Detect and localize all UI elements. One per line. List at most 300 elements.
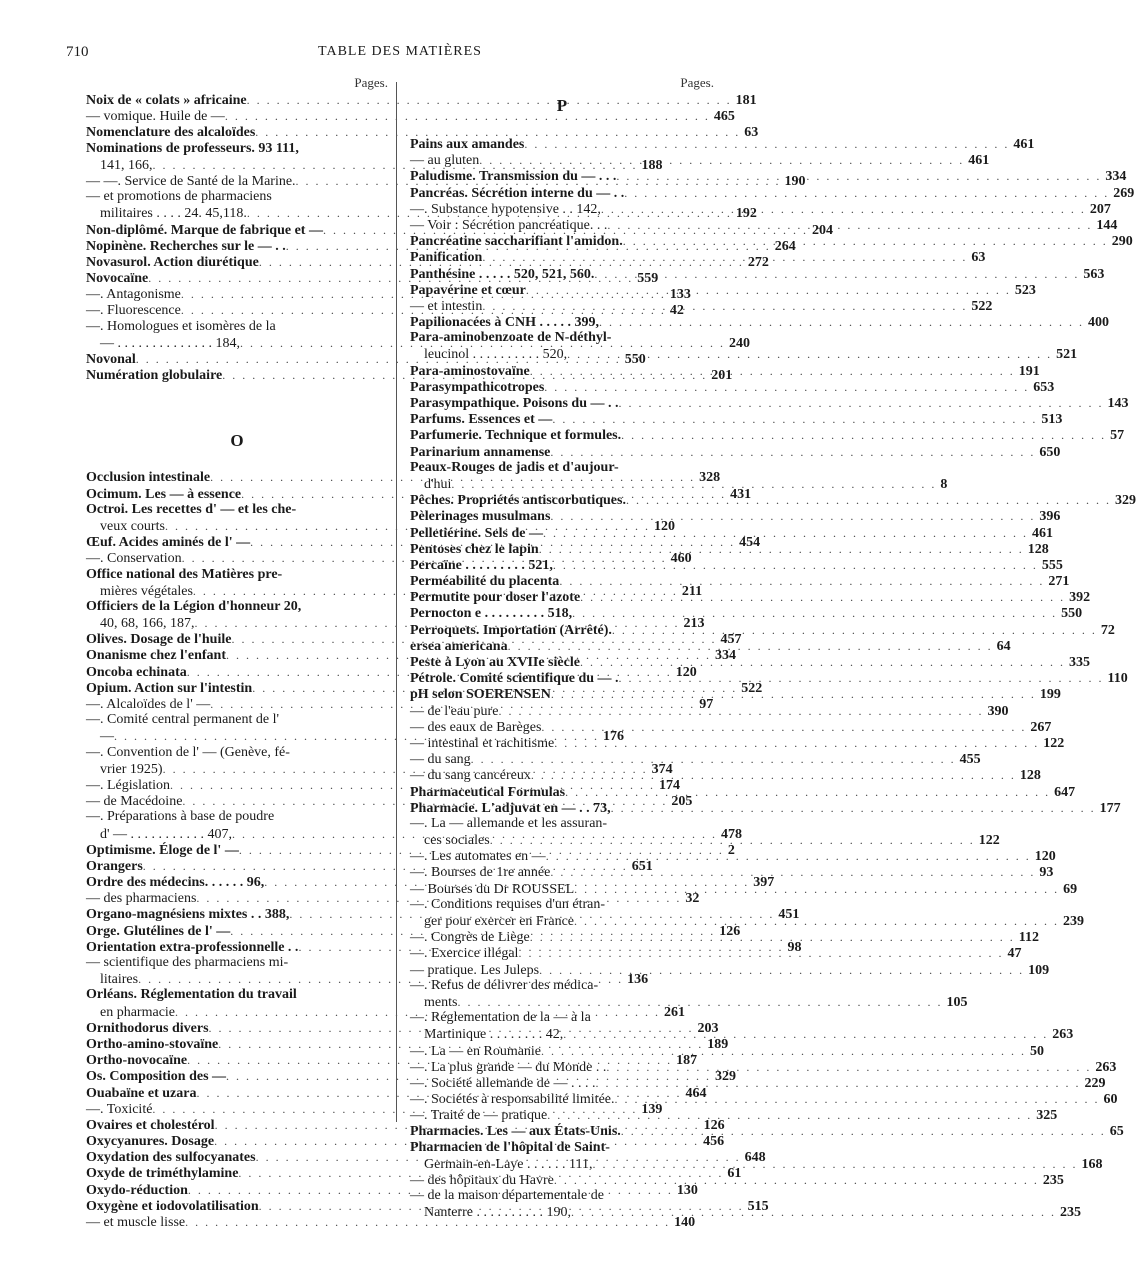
entry-page: 105	[946, 994, 968, 1010]
entry-page: 390	[987, 703, 1009, 719]
entry-page: 2	[727, 842, 735, 858]
entry-term: — . . . . . . . . . . . . . . 184,	[100, 335, 240, 351]
entry-term: Ovaires et cholestérol	[86, 1117, 215, 1133]
index-entry	[410, 330, 714, 346]
leader-dots	[594, 266, 1079, 282]
entry-term: Pèlerinages musulmans	[410, 509, 551, 525]
index-entry	[410, 298, 993, 314]
entry-page: 174	[659, 777, 680, 793]
index-entry	[410, 1107, 1058, 1124]
entry-term: Onanisme chez l'enfant	[86, 648, 226, 664]
leader-dots	[531, 767, 1016, 783]
leader-dots	[621, 427, 1106, 443]
entry-term: Pharmacie. L'adjuvat en — . . 73,	[410, 800, 611, 816]
entry-page: 110	[1107, 671, 1128, 687]
leader-dots	[571, 1204, 1056, 1220]
entry-page: 431	[730, 486, 752, 502]
entry-term: — du sang cancéreux	[410, 768, 531, 784]
entry-term: Pancréatine saccharifiant l'amidon.	[410, 234, 623, 250]
entry-term: Orge. Glutélines de l' —	[86, 923, 231, 939]
index-entry	[410, 816, 714, 832]
index-entry	[410, 605, 1083, 622]
leader-dots	[624, 185, 1109, 201]
pages-column-heading: Pages.	[680, 75, 714, 90]
entry-page: 64	[996, 638, 1011, 654]
entry-term: — et muscle lisse	[86, 1215, 186, 1230]
entry-term: Officiers de la Légion d'honneur 20,	[86, 598, 302, 614]
entry-page: 177	[1099, 800, 1121, 816]
entry-page: 126	[703, 1117, 725, 1133]
index-entry	[410, 314, 1109, 331]
leader-dots	[565, 784, 1050, 800]
entry-term: Oxydo-réduction	[86, 1182, 188, 1198]
index-entry	[410, 282, 1036, 298]
leader-dots	[530, 929, 1015, 945]
entry-term: ces sociales	[424, 833, 490, 849]
entry-page: 290	[1111, 234, 1133, 250]
entry-page: 204	[811, 222, 833, 238]
index-entry	[410, 1010, 714, 1026]
entry-term: Perroquets. Importation (Arrêté).	[410, 622, 612, 638]
entry-term: — Bourses du Dr ROUSSEL	[410, 881, 575, 897]
entry-term: Permutite pour doser l'azote	[410, 590, 581, 606]
index-entry	[410, 767, 1041, 784]
entry-page: 181	[735, 93, 757, 108]
entry-term: Parasympathique. Poisons du — . .	[410, 396, 619, 411]
leader-dots	[482, 249, 967, 265]
entry-page: 263	[1095, 1059, 1117, 1075]
entry-page: 136	[627, 972, 649, 988]
entry-page: 456	[703, 1134, 725, 1150]
index-entry	[410, 622, 1115, 638]
index-entry	[86, 712, 388, 728]
index-entry	[86, 92, 757, 108]
entry-term: Ornithodorus divers	[86, 1020, 209, 1036]
entry-page: 647	[1054, 784, 1076, 800]
entry-term: Pharmacien de l'hôpital de Saint-	[410, 1139, 610, 1155]
entry-term: —. Convention de l' — (Genève, fé-	[86, 744, 290, 760]
leader-dots	[479, 152, 964, 168]
entry-term: Paludisme. Transmission du — . . .	[410, 169, 617, 185]
leader-dots	[550, 508, 1035, 524]
leader-dots	[611, 800, 1096, 816]
entry-term: — scientifique des pharmaciens mi-	[86, 955, 289, 970]
leader-dots	[616, 168, 1101, 184]
leader-dots	[618, 395, 1103, 411]
index-entry	[410, 735, 1065, 751]
index-entry	[410, 848, 1056, 865]
entry-page: 168	[1081, 1156, 1103, 1172]
leader-dots	[498, 703, 983, 719]
entry-page: 325	[1036, 1108, 1058, 1124]
index-entry	[86, 1214, 696, 1230]
entry-page: 60	[1103, 1092, 1118, 1108]
entry-term: Pelletiérine. Sels de —	[410, 525, 543, 541]
entry-page: 650	[1039, 444, 1061, 460]
entry-page: 139	[641, 1101, 663, 1117]
entry-term: —. La — allemande et les assuran-	[410, 815, 608, 831]
entry-term: 40, 68, 166, 187,	[100, 616, 195, 632]
entry-term: Oxyde de triméthylamine	[86, 1166, 239, 1182]
entry-term: leucinol . . . . . . . . . . 520,	[424, 347, 568, 363]
entry-term: —	[100, 729, 114, 745]
running-title: TABLE DES MATIÈRES	[318, 44, 482, 59]
entry-page: 189	[707, 1036, 729, 1052]
index-entry	[86, 809, 388, 825]
entry-page: 559	[637, 271, 659, 287]
entry-term: Pernocton e . . . . . . . . . 518,	[410, 606, 573, 622]
leader-dots	[539, 541, 1024, 557]
index-entry	[410, 751, 981, 768]
index-entry	[410, 1059, 1117, 1075]
entry-term: mières végétales	[100, 583, 193, 599]
leader-dots	[580, 589, 1065, 605]
entry-page: 203	[697, 1020, 719, 1036]
entry-page: 205	[671, 794, 693, 810]
entry-page: 143	[1107, 396, 1129, 411]
entry-page: 128	[1019, 768, 1041, 784]
entry-page: 207	[1089, 201, 1111, 217]
entry-term: Novasurol. Action diurétique	[86, 254, 259, 270]
entry-term: —. Homologues et isomères de la	[86, 318, 276, 334]
entry-term: —. Fluorescence	[86, 303, 181, 319]
leader-dots	[595, 1075, 1080, 1091]
entry-page: 63	[744, 125, 759, 141]
leader-dots	[554, 735, 1039, 751]
index-entry	[410, 411, 1063, 428]
leader-dots	[551, 686, 1036, 702]
entry-term: Panthésine . . . . . 520, 521, 560.	[410, 266, 595, 282]
entry-term: Martinique . . . . . . . . 42,	[424, 1027, 564, 1043]
leader-dots	[554, 1172, 1039, 1188]
entry-term: —. Toxicité	[86, 1101, 153, 1117]
entry-term: Pains aux amandes	[410, 137, 525, 152]
entry-page: 271	[1048, 574, 1070, 590]
entry-page: 522	[971, 298, 993, 314]
entry-term: Olives. Dosage de l'huile	[86, 632, 232, 648]
entry-term: d' — . . . . . . . . . . . 407,	[100, 826, 233, 842]
entry-page: 392	[1069, 590, 1091, 606]
entry-term: — du sang	[410, 752, 471, 768]
entry-page: 513	[1041, 412, 1063, 428]
leader-dots	[567, 346, 1052, 362]
entry-term: Numération globulaire	[86, 368, 223, 384]
entry-term: Pentoses chez le lapin	[410, 541, 539, 557]
leader-dots	[601, 201, 1086, 217]
entry-term: Nomenclature des alcaloïdes	[86, 125, 256, 141]
index-entry	[410, 994, 968, 1010]
entry-page: 264	[774, 238, 796, 254]
entry-page: 334	[715, 648, 736, 664]
entry-page: 563	[1083, 266, 1105, 282]
index-entry	[410, 395, 1129, 411]
index-entry	[410, 719, 1052, 735]
leader-dots	[547, 1107, 1032, 1123]
entry-page: 457	[720, 632, 742, 648]
entry-page: 396	[1039, 509, 1061, 525]
entry-term: Peste à Lyon au XVIIe siècle	[410, 655, 580, 670]
entry-page: 523	[1014, 282, 1036, 298]
entry-term: Nanterre . . . . . . . . . . 190,	[424, 1205, 571, 1221]
entry-page: 329	[1114, 493, 1136, 509]
entry-term: Pêches. Propriétés antiscorbutiques.	[410, 493, 626, 509]
entry-page: 120	[653, 518, 675, 534]
entry-term: —. Réglementation de la — à la	[410, 1010, 591, 1026]
pages-column-heading: Pages.	[354, 75, 388, 90]
entry-term: —. Comité central permanent de l'	[86, 712, 280, 728]
entry-term: Ortho-novocaïne	[86, 1053, 188, 1069]
entry-page: 47	[1007, 946, 1022, 962]
entry-term: —. La plus grande — du Monde . .	[410, 1059, 607, 1075]
index-entry	[410, 136, 1035, 152]
entry-page: 63	[971, 250, 986, 266]
entry-page: 461	[968, 153, 990, 169]
entry-page: 240	[729, 335, 750, 351]
entry-term: —. Conditions requises d'un étran-	[410, 896, 605, 912]
entry-term: Non-diplômé. Marque de fabrique et —	[86, 222, 323, 238]
entry-page: 211	[681, 583, 703, 599]
entry-term: ersea americana	[410, 638, 508, 654]
index-entry	[86, 189, 388, 205]
leader-dots	[543, 525, 1028, 541]
leader-dots	[592, 1156, 1077, 1172]
section-letter-p: P	[556, 96, 568, 115]
entry-page: 126	[719, 923, 741, 939]
entry-term: — pratique. Les Juleps	[410, 962, 540, 978]
entry-page: 400	[1088, 315, 1109, 331]
entry-term: Nominations de professeurs. 93 111,	[86, 140, 299, 156]
entry-page: 263	[1052, 1027, 1074, 1043]
entry-page: 550	[1061, 606, 1083, 622]
index-entry	[410, 670, 1128, 687]
index-entry	[410, 508, 1061, 525]
entry-term: Orangers	[86, 858, 143, 874]
index-entry	[410, 1140, 714, 1156]
entry-term: — de la maison départementale de	[410, 1188, 604, 1204]
entry-term: Germain-en-Laye . . . . . . 111,	[424, 1156, 593, 1172]
entry-page: 122	[978, 833, 1000, 849]
entry-page: 550	[624, 352, 646, 367]
entry-term: Pétrole. Comité scientifique du — .	[410, 671, 619, 687]
entry-term: —. Conservation	[86, 551, 182, 567]
index-entry	[86, 502, 388, 518]
entry-term: —. Bourses de 1re année	[410, 865, 551, 881]
index-entry	[410, 573, 1070, 590]
entry-term: Peaux-Rouges de jadis et d'aujour-	[410, 459, 619, 475]
leader-dots	[563, 1026, 1048, 1042]
entry-page: 454	[739, 535, 761, 551]
leader-dots	[457, 994, 942, 1010]
entry-term: Panification	[410, 250, 483, 266]
entry-term: — des hôpitaux du Havre	[410, 1173, 554, 1188]
index-entry	[410, 460, 714, 476]
index-entry	[86, 108, 735, 125]
leader-dots	[550, 864, 1035, 880]
index-entry	[86, 745, 388, 761]
entry-term: —. Congrès de Liège	[410, 930, 530, 946]
entry-term: Octroi. Les recettes d' — et les che-	[86, 501, 297, 517]
entry-term: d'hui	[424, 476, 452, 492]
entry-term: —. Substance hypotensive . . 142,	[410, 201, 601, 217]
leader-dots	[482, 298, 967, 314]
entry-term: Parinarium annamense	[410, 444, 551, 460]
entry-page: 112	[1018, 930, 1039, 946]
entry-page: 267	[1030, 719, 1052, 735]
leader-dots	[553, 557, 1038, 573]
entry-term: Novocaïne	[86, 271, 149, 287]
entry-term: — vomique. Huile de —	[86, 109, 225, 125]
entry-term: Pharmacies. Les — aux États-Unis.	[410, 1124, 621, 1140]
entry-page: 374	[651, 761, 673, 777]
leader-dots	[508, 638, 993, 654]
entry-page: 97	[699, 697, 714, 712]
entry-term: —. Législation	[86, 777, 170, 793]
entry-page: 239	[1063, 914, 1085, 929]
entry-term: — de Macédoine	[86, 794, 183, 810]
entry-term: Orléans. Réglementation du travail	[86, 987, 297, 1003]
entry-page: 522	[741, 680, 763, 696]
entry-term: Ortho-amino-stovaïne	[86, 1036, 219, 1052]
entry-page: 144	[1096, 217, 1118, 233]
index-entry	[410, 1188, 714, 1204]
entry-term: Opium. Action sur l'intestin	[86, 680, 253, 696]
entry-term: Percaïne . . . . . . . . . 521,	[410, 557, 553, 573]
leader-dots	[541, 1043, 1026, 1059]
entry-term: Orientation extra-professionnelle . .	[86, 939, 299, 955]
leader-dots	[550, 444, 1035, 460]
index-entry	[86, 955, 388, 971]
entry-page: 93	[1039, 865, 1054, 881]
entry-page: 515	[747, 1198, 769, 1214]
index-entry	[410, 978, 714, 994]
entry-term: — Voir : Sécrétion pancréatique. . .	[410, 217, 608, 233]
index-entry	[410, 589, 1091, 606]
entry-page: 229	[1084, 1075, 1106, 1091]
entry-term: Os. Composition des —	[86, 1069, 227, 1085]
entry-term: Ocimum. Les — à essence	[86, 486, 242, 502]
entry-term: Nopinène. Recherches sur le — . .	[86, 238, 286, 254]
index-entry	[410, 152, 990, 169]
entry-page: 328	[699, 470, 721, 486]
index-entry	[86, 567, 388, 583]
index-entry	[410, 784, 1076, 800]
entry-term: Papavérine et cœur	[410, 282, 526, 298]
entry-term: Organo-magnésiens mixtes . . 388,	[86, 907, 290, 923]
entry-term: Œuf. Acides aminés de l' —	[86, 535, 251, 551]
entry-page: 464	[685, 1085, 707, 1101]
index-entry	[410, 525, 1053, 541]
entry-term: pH selon SOERENSEN	[410, 687, 551, 703]
entry-term: — et promotions de pharmaciens	[86, 189, 272, 205]
leader-dots	[623, 233, 1108, 249]
entry-page: 235	[1059, 1205, 1081, 1221]
entry-page: 109	[1028, 962, 1050, 978]
leader-dots	[626, 492, 1111, 508]
index-entry	[410, 897, 714, 913]
entry-page: 187	[676, 1053, 698, 1069]
entry-term: Office national des Matières pre-	[86, 566, 283, 582]
leader-dots	[530, 363, 1015, 379]
entry-page: 521	[1056, 347, 1078, 363]
leader-dots	[451, 476, 936, 492]
entry-page: 140	[674, 1215, 696, 1230]
entry-page: 192	[735, 206, 757, 222]
entry-term: Perméabilité du placenta	[410, 574, 560, 590]
entry-term: —. Refus de délivrer des médica-	[410, 977, 599, 993]
entry-page: 653	[1033, 379, 1055, 395]
entry-page: 69	[1063, 881, 1078, 897]
entry-term: Pancréas. Sécrétion interne du — . .	[410, 185, 625, 201]
entry-page: 65	[1109, 1124, 1124, 1140]
index-entry	[410, 703, 1009, 719]
entry-term: veux courts	[100, 518, 165, 534]
leader-dots	[580, 654, 1065, 670]
entry-page: 133	[669, 287, 691, 303]
index-entry	[410, 864, 1054, 881]
leader-dots	[552, 411, 1037, 427]
entry-page: 130	[676, 1182, 698, 1198]
leader-dots	[539, 962, 1024, 978]
entry-term: — —. Service de Santé de la Marine.	[86, 173, 296, 189]
entry-page: 176	[603, 729, 624, 745]
entry-page: 128	[1027, 541, 1049, 557]
entry-page: 461	[1031, 525, 1053, 541]
index-entry	[410, 266, 1105, 282]
entry-page: 190	[784, 173, 806, 189]
leader-dots	[612, 622, 1097, 638]
entry-term: —. Traité de — pratique	[410, 1108, 548, 1124]
leader-dots	[599, 314, 1084, 330]
entry-term: Parasympathicotropes	[410, 379, 545, 395]
leader-dots	[574, 913, 1059, 929]
entry-term: —. Préparations à base de poudre	[86, 809, 275, 825]
leader-dots	[518, 945, 1003, 961]
index-entry	[410, 185, 1135, 201]
entry-term: Oncoba echinata	[86, 664, 187, 680]
index-entry	[86, 141, 388, 157]
leader-dots	[621, 1123, 1106, 1139]
entry-term: Para-aminobenzoate de N-déthyl-	[410, 330, 612, 346]
entry-term: — des pharmaciens	[86, 891, 197, 907]
entry-term: Para-aminostovaïne	[410, 363, 530, 379]
entry-term: —. Les automates en —	[410, 849, 546, 865]
column-divider	[396, 82, 397, 1122]
index-entry	[410, 346, 1078, 363]
entry-page: 32	[685, 891, 700, 907]
page-header	[0, 44, 800, 66]
index-entry	[86, 599, 388, 615]
entry-page: 61	[727, 1166, 742, 1182]
entry-term: Noix de « colats » africaine	[86, 93, 247, 108]
entry-page: 57	[1110, 428, 1125, 444]
entry-term: Parfumerie. Technique et formules.	[410, 428, 622, 444]
section-letter-o: O	[230, 431, 244, 451]
entry-term: ger pour exercer en France	[424, 914, 575, 929]
entry-page: 555	[1041, 557, 1063, 573]
entry-page: 651	[631, 858, 653, 874]
leader-dots	[606, 1059, 1091, 1075]
entry-page: 235	[1042, 1173, 1064, 1188]
index-entry	[410, 444, 1061, 460]
entry-term: —. Société allemande de — . . . .	[410, 1075, 596, 1091]
leader-dots	[559, 573, 1044, 589]
index-entry	[410, 800, 1121, 816]
entry-page: 461	[1013, 137, 1035, 152]
entry-page: 122	[1043, 735, 1065, 751]
entry-term: —. Sociétés à responsabilité limitée.	[410, 1092, 615, 1108]
entry-term: 141, 166,	[100, 157, 153, 173]
index-entry	[86, 124, 759, 141]
